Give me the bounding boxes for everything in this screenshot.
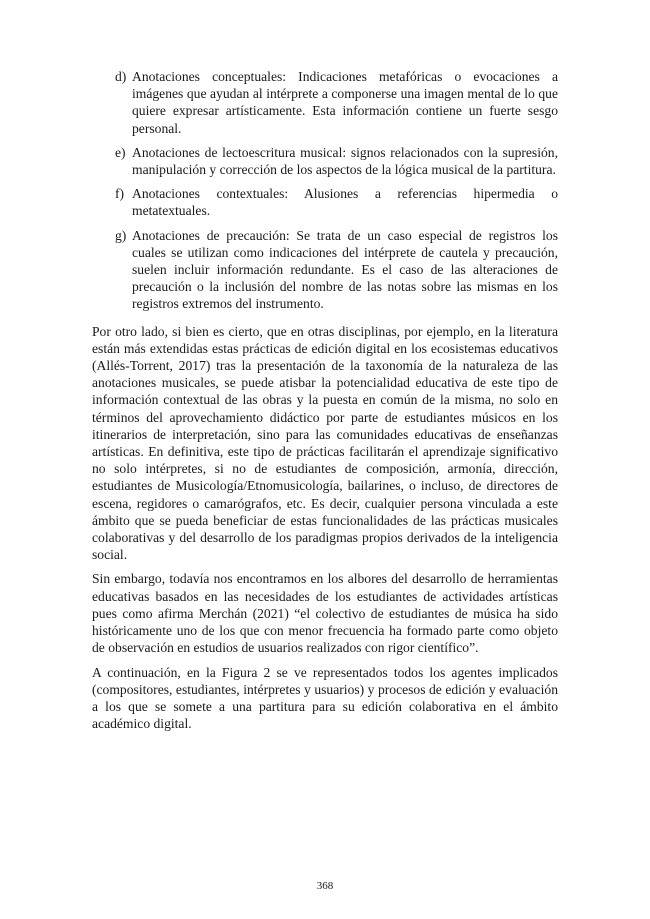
- list-marker: d): [115, 69, 127, 84]
- paragraph-other-disciplines: Por otro lado, si bien es cierto, que en otras disciplinas, por ejemplo, en la literatura están más extendidas estas prácticas de edición digital en los ecosistemas educativos (Allés-Torrent, 2017) tras la presentación de la taxonomía de la naturaleza de las anotaciones musicales, se puede atisbar la potencialidad educativa de este tipo de información contextual de las obras y la puesta en común de la misma, no solo en términos del aprovechamiento didáctico por parte de estudiantes músicos en los itinerarios de interpretación, sino para las comunidades educativas de enseñanzas artísticas. En definitiva, este tipo de prácticas facilitarán el aprendizaje significativo no solo intérpretes, si no de estudiantes de composición, armonía, dirección, estudiantes de Musicología/Etnomusicología, bailarines, o incluso, de directores de escena, regidores o camarógrafos, etc. Es decir, cualquier persona vinculada a este ámbito que se pueda beneficiar de estas funcionalidades de las prácticas musicales colaborativas y del desarrollo de los paradigmas propios derivados de la inteligencia social.: [92, 323, 558, 563]
- list-item: [92, 185, 558, 219]
- list-item-text: Anotaciones conceptuales: Indicaciones metafóricas o evocaciones a imágenes que ayudan al intérprete a componerse una imagen mental de lo que quiere expresar artísticamente. Esta información contiene un fuerte sesgo personal.: [132, 69, 558, 136]
- list-marker: g): [115, 227, 127, 243]
- annotation-types-list: [92, 68, 558, 313]
- page-body: [92, 68, 558, 739]
- list-item: [92, 144, 558, 178]
- list-item: [92, 227, 558, 313]
- list-marker: f): [115, 186, 125, 202]
- paragraph-educational-tools: Sin embargo, todavía nos encontramos en los albores del desarrollo de herramientas educativas basados en las necesidades de los estudiantes de actividades artísticas pues como afirma Merchán (2021) “el colectivo de estudiantes de música ha sido históricamente uno de los que con menor frecuencia ha formado parte como objeto de observación en estudios de usuarios realizados con rigor científico”.: [92, 571, 558, 656]
- page-number: 368: [316, 880, 334, 892]
- list-marker: e): [115, 144, 126, 160]
- list-item: [92, 68, 558, 137]
- list-item-text: Anotaciones contextuales: Alusiones a referencias hipermedia o metatextuales.: [132, 186, 558, 219]
- list-item-text: Anotaciones de lectoescritura musical: signos relacionados con la supresión, manipulación y corrección de los aspectos de la lógica musical de la partitura.: [132, 144, 558, 178]
- list-item-text: Anotaciones de precaución: Se trata de un caso especial de registros los cuales se utilizan como indicaciones del intérprete de cautela y precaución, suelen incluir información redundante. Es el caso de las alteraciones de precaución o la inclusión del nombre de las notas sobre las mismas en los registros extremos del instrumento.: [132, 227, 558, 312]
- paragraph-figure-reference: A continuación, en la Figura 2 se ve representados todos los agentes implicados (compositores, estudiantes, intérpretes y usuarios) y procesos de edición y evaluación a los que se somete a una partitura para su edición colaborativa en el ámbito académico digital.: [92, 664, 558, 732]
